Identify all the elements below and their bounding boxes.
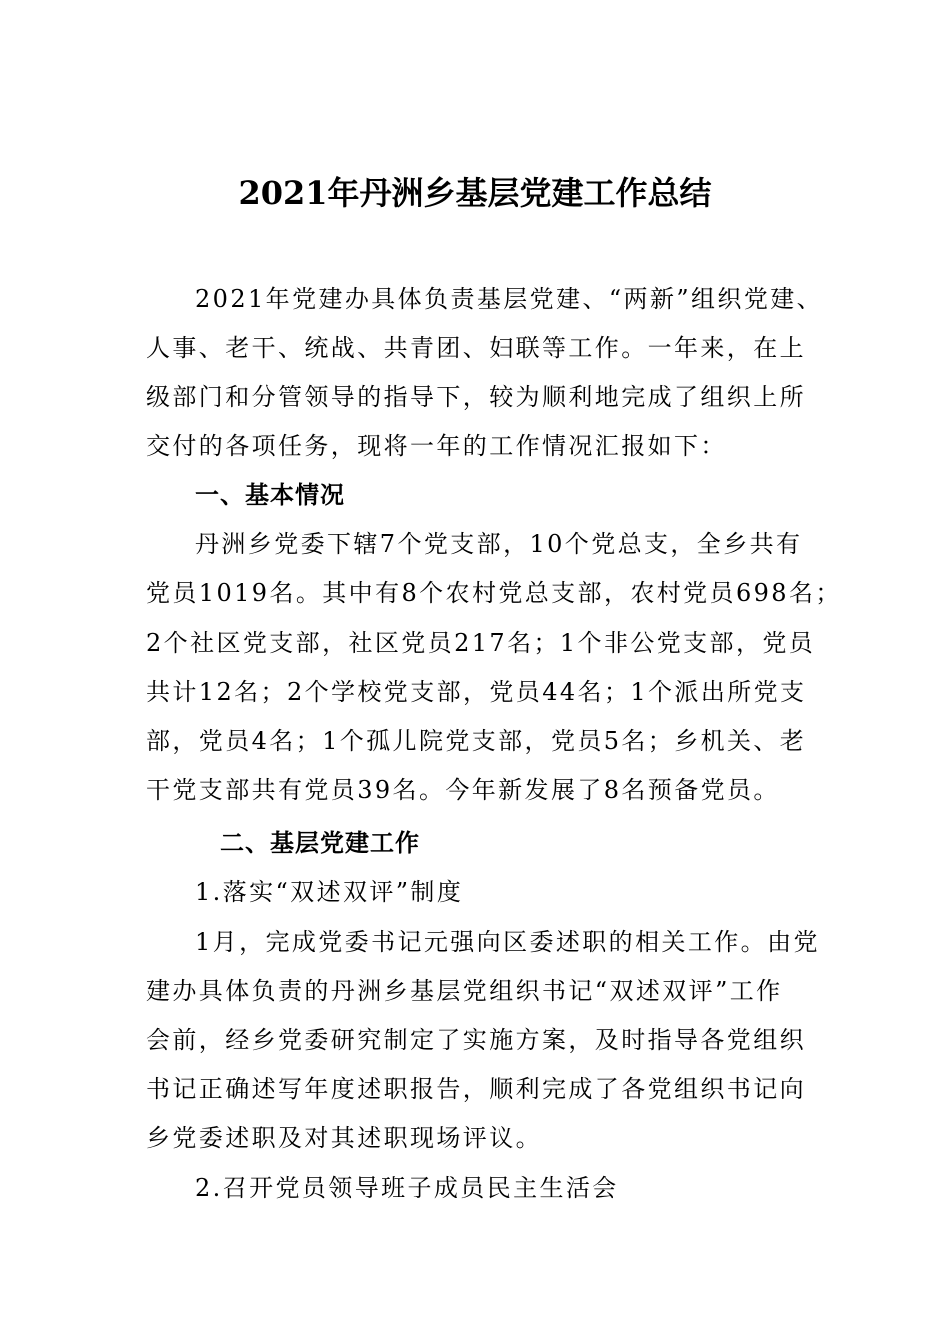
subsection-2-heading: 2.召开党员领导班子成员民主生活会 [195,1174,619,1202]
intro-line-3: 级部门和分管领导的指导下，较为顺利地完成了组织上所 [146,383,806,411]
section-2-heading: 二、基层党建工作 [220,829,420,857]
section-1-heading: 一、基本情况 [195,481,345,509]
document-title: 2021年丹洲乡基层党建工作总结 [238,174,712,212]
section-1-line-2: 党员1019名。其中有8个农村党总支部，农村党员698名； [146,579,842,607]
subsection-1-heading: 1.落实“双述双评”制度 [195,878,464,906]
intro-line-4: 交付的各项任务，现将一年的工作情况汇报如下： [146,432,727,460]
subsection-1-line-1: 1月，完成党委书记元强向区委述职的相关工作。由党 [195,928,820,956]
intro-line-1: 2021年党建办具体负责基层党建、“两新”组织党建、 [195,285,824,313]
subsection-1-line-5: 乡党委述职及对其述职现场评议。 [146,1124,542,1152]
subsection-1-line-2: 建办具体负责的丹洲乡基层党组织书记“双述双评”工作 [146,977,783,1005]
section-1-line-6: 干党支部共有党员39名。今年新发展了8名预备党员。 [146,776,780,804]
section-1-line-1: 丹洲乡党委下辖7个党支部，10个党总支，全乡共有 [195,530,803,558]
section-1-line-3: 2个社区党支部，社区党员217名；1个非公党支部，党员 [146,629,816,657]
intro-line-2: 人事、老干、统战、共青团、妇联等工作。一年来，在上 [146,334,806,362]
section-1-line-4: 共计12名；2个学校党支部，党员44名；1个派出所党支 [146,678,807,706]
subsection-1-line-3: 会前，经乡党委研究制定了实施方案，及时指导各党组织 [146,1026,806,1054]
subsection-1-line-4: 书记正确述写年度述职报告，顺利完成了各党组织书记向 [146,1075,806,1103]
section-1-line-5: 部，党员4名；1个孤儿院党支部，党员5名；乡机关、老 [146,727,807,755]
